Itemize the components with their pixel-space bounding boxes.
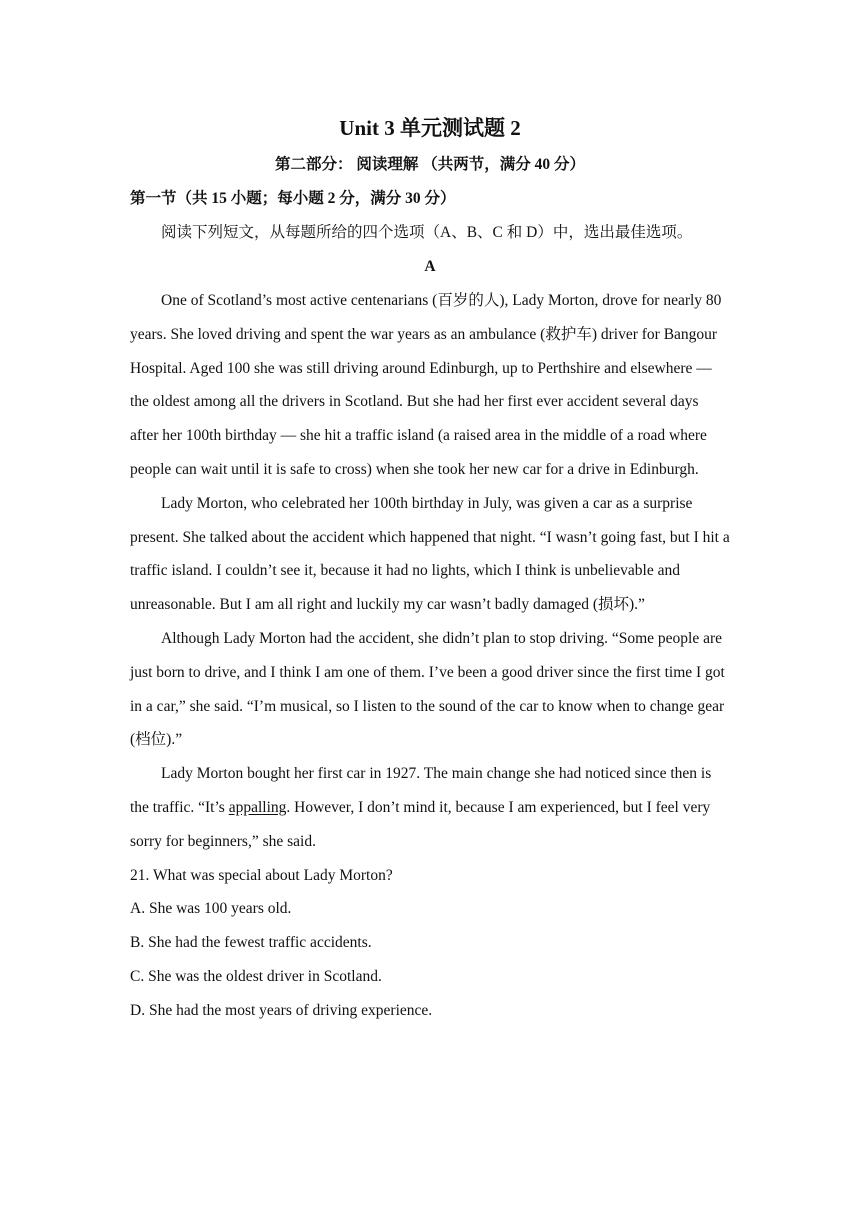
- question-21-option-b: B. She had the fewest traffic accidents.: [130, 934, 372, 952]
- underlined-word: appalling: [228, 798, 287, 816]
- question-21-option-d: D. She had the most years of driving experience.: [130, 1001, 433, 1019]
- question-21-option-a: A. She was 100 years old.: [130, 900, 292, 918]
- question-21-option-c: C. She was the oldest driver in Scotland.: [130, 967, 382, 985]
- passage-paragraph-2: Lady Morton, who celebrated her 100th birthday in July, was given a car as a surprise present. She talked about the accident which happened that night. “I wasn’t going fast, but I hit a traffic island. I couldn’t see it, because it had no lights, which I think is unbelievable and unreasonable. But I am all right and luckily my car wasn’t badly damaged (损坏).”: [130, 494, 730, 614]
- passage-paragraph-3: Although Lady Morton had the accident, she didn’t plan to stop driving. “Some people are just born to drive, and I think I am one of them. I’ve been a good driver since the first time I got in a car,” she said. “I’m musical, so I listen to the sound of the car to know when to change gear (档位).”: [130, 629, 725, 749]
- section-heading: 第一节（共 15 小题；每小题 2 分，满分 30 分）: [130, 190, 456, 207]
- part-heading: 第二部分： 阅读理解 （共两节，满分 40 分）: [274, 156, 585, 173]
- paragraph-4-before: Lady Morton bought her first car in 1927. The main change she had noticed since then is the traffic. “It’s: [130, 765, 712, 816]
- document-content: [130, 108, 730, 1028]
- passage-label: A: [424, 258, 436, 275]
- passage-paragraph-1: One of Scotland’s most active centenarians (百岁的人), Lady Morton, drove for nearly 80 years. She loved driving and spent the war years as an ambulance (救护车) driver for Bangour Hospital. Aged 100 she was still driving around Edinburgh, up to Perthshire and elsewhere — the oldest among all the drivers in Scotland. But she had her first ever accident several days after her 100th birthday — she hit a traffic island (a raised area in the middle of a road where people can wait until it is safe to cross) when she took her new car for a drive in Edinburgh.: [130, 292, 722, 478]
- page-title: Unit 3 单元测试题 2: [339, 116, 521, 140]
- paragraph-4-after: . However, I don’t mind it, because I am experienced, but I feel very sorry for beginners,” she said.: [130, 798, 711, 850]
- question-21-stem: 21. What was special about Lady Morton?: [130, 866, 393, 884]
- passage-paragraph-4: [130, 757, 730, 858]
- instruction-text: 阅读下列短文，从每题所给的四个选项（A、B、C 和 D）中，选出最佳选项。: [161, 224, 693, 241]
